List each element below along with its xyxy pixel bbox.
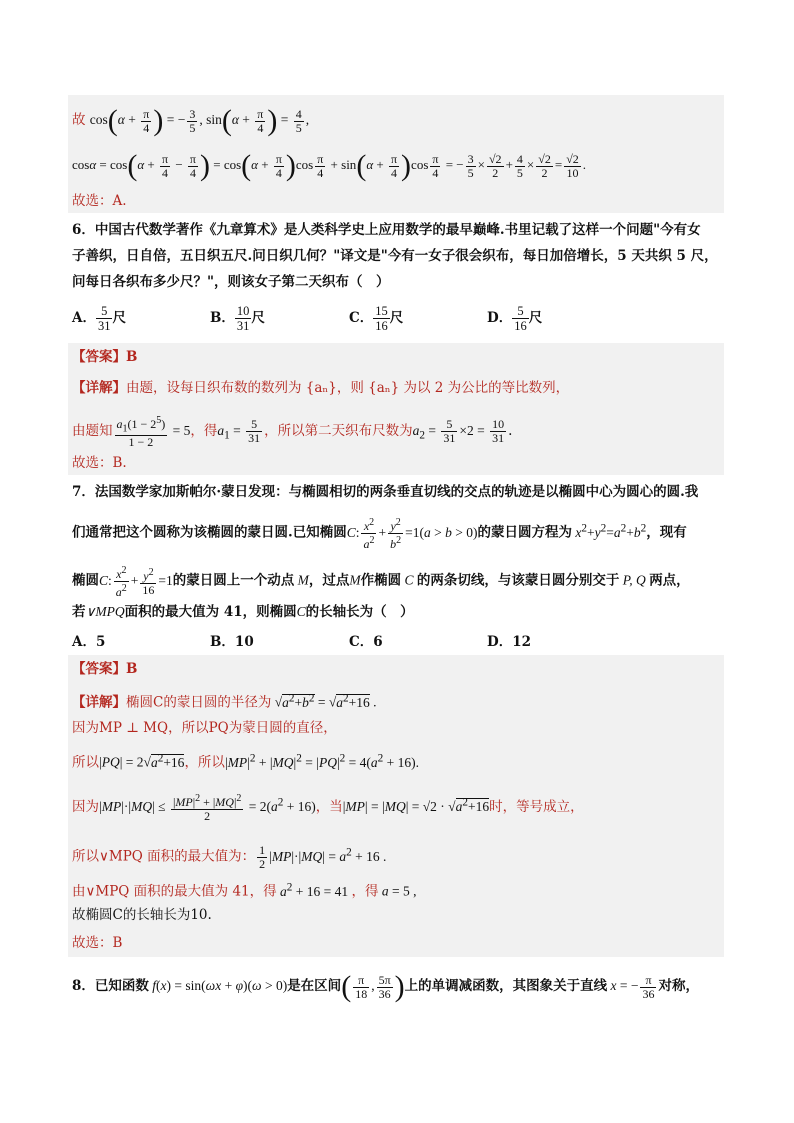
q6-line3: 问每日各织布多少尺？"，则该女子第二天织布（ ） (72, 274, 390, 290)
solution5-expr2: cosα = cos(α + $\frac{\pi}{4}$ − $\frac{\pi}{4}$ ) = cos(α + $\frac{\pi}{4}$ )cos $\frac{\pi}{4}$ + sin(α + $\frac{\pi}{4}$ )cos $\frac{\pi}{4}$ = − $\frac{3}{5}$ × $\frac{√2}{2}$ + $\frac{4}{5}$ × $\frac{√2}{2}$ = $\frac{√2}{10}$ . (72, 149, 587, 182)
q7-text3-mid: 的蒙日圆上一个动点 (172, 572, 295, 589)
q7-text1: 法国数学家加斯帕尔·蒙日发现：与椭圆相切的两条垂直切线的交点的轨迹是以椭圆中心为圆心的圆.我 (94, 484, 699, 500)
q8-text-mid: 是在区间 (287, 978, 342, 995)
q7-text4-prefix: 若 (72, 604, 86, 620)
q6-detail2-mid: ，得 (190, 423, 218, 440)
q7-line4: 若∨MPQ面积的最大值为 41，则椭圆C的长轴长为（ ） (72, 604, 414, 620)
option-letter: C． (349, 310, 374, 326)
q6-answer: 【答案】B (72, 349, 138, 365)
q6-answer-block (68, 343, 724, 475)
option-letter: A． (72, 310, 96, 326)
q6-detail1 (72, 378, 569, 398)
q6-option-b[interactable] (210, 304, 265, 333)
q6-line2: 子善织，日自倍，五日织五尺.问日织几何？"译文是"今有一女子很会织布，每日加倍增长，5 天共织 5 尺， (72, 248, 718, 264)
q6-detail2-prefix: 由题知 (72, 423, 113, 440)
detail-label: 【详解】 (72, 380, 126, 396)
option-letter: D． (487, 310, 513, 326)
q7-detail5: 所以∨MPQ 面积的最大值为： $\frac{1}{2}$ $|MP|\cdot|MQ| = a^2 + 16$ . (72, 842, 387, 871)
q6-sum-formula: $\frac{a_1(1 - 2^5)}{1 - 2}$ (116, 415, 166, 450)
q7-option-d[interactable]: D．12 (487, 634, 532, 650)
q7-text4-suffix: 的长轴长为（ ） (305, 604, 414, 620)
q8-text-suffix: 对称， (658, 978, 699, 995)
q7-text3-end: 两点， (649, 572, 690, 589)
q6-detail1-text: 由题，设每日织布数的数列为 {aₙ}，则 {aₙ} 为以 2 为公比的等比数列， (126, 380, 570, 396)
option-unit: 尺 (389, 310, 404, 326)
q6-number: 6． (72, 222, 95, 238)
q7-text4-mid: 面积的最大值为 41，则椭圆 (124, 604, 297, 620)
q7-text2-prefix: 们通常把这个圆称为该椭圆的蒙日圆.已知椭圆 (72, 524, 347, 541)
q7-answer: 【答案】B (72, 661, 138, 677)
detail-label: 【详解】 (72, 694, 126, 711)
q7-detail1: 【详解】椭圆C的蒙日圆的半径为 $√a^2+b^2 = √a^2+16$ . (72, 692, 377, 711)
solution5-expr1: cos(α + $\frac{\pi}{4}$ ) = − $\frac{3}{5}$ , sin(α + $\frac{\pi}{4}$ ) = $\frac{4}{5}$ , (89, 104, 310, 137)
q7-option-a[interactable]: A．5 (72, 634, 106, 650)
q7-d4-a: 因为 (72, 799, 99, 815)
q7-text3-mid3: 作椭圆 (360, 572, 402, 589)
q6-line1 (72, 220, 701, 240)
q7-line1 (72, 482, 698, 502)
q7-d6-b: ，得 (351, 883, 379, 900)
q7-d1-text: 椭圆C的蒙日圆的半径为 (126, 694, 272, 711)
option-fraction: $\frac{5}{31}$ (97, 304, 111, 333)
solution5-prefix: 故 (72, 112, 86, 129)
q7-d5-a: 所以∨MPQ 面积的最大值为： (72, 848, 256, 865)
option-letter: B． (210, 310, 235, 326)
q8-number: 8． (72, 978, 95, 995)
q7-d4-b: ，当 (315, 799, 343, 815)
q8-text-mid2: 上的单调减函数，其图象关于直线 (404, 978, 608, 995)
q8-text-prefix: 已知函数 (94, 978, 149, 995)
q6-option-d[interactable] (487, 304, 542, 333)
q7-d6-a: 由∨MPQ 面积的最大值为 41，得 (72, 883, 277, 900)
q7-text2-mid: 的蒙日圆方程为 (477, 524, 572, 541)
q8-line1: 8．已知函数 f(x) = sin(ωx + φ)(ω > 0)是在区间( $\frac{\pi}{18}$ , $\frac{5\pi}{36}$ )上的单调减函数，其图象关于直线 x = − $\frac{\pi}{36}$ 对称， (72, 970, 699, 1003)
q7-detail7: 故椭圆C的长轴长为10. (72, 907, 212, 923)
q7-line2: 们通常把这个圆称为该椭圆的蒙日圆.已知椭圆C: $\frac{x^2}{a^2}$ + $\frac{y^2}{b^2}$ =1(a > b > 0)的蒙日圆方程为 $x^2+y^2=a^2+b^2$，现有 (72, 517, 687, 551)
q7-number: 7． (72, 484, 95, 500)
q7-detail6: 由∨MPQ 面积的最大值为 41，得 $a^2 + 16 = 41$ ，得 a = 5 , (72, 881, 417, 900)
q7-d4-c: 时，等号成立， (489, 799, 584, 815)
q7-detail4: 因为|MP|·|MQ| ≤ $\frac{|MP|^2 + |MQ|^2}{2}$ = $2(a^2 + 16)$，当$|MP| = |MQ| = √2 \cdot √a^2+16$时，等号成立， (72, 793, 584, 823)
q7-choice: 故选：B (72, 935, 123, 951)
q7-text2-suffix: ，现有 (646, 524, 687, 541)
q6-option-c[interactable] (349, 304, 403, 333)
q6-choice: 故选：B. (72, 455, 127, 471)
q7-detail2: 因为MP ⊥ MQ，所以PQ为蒙日圆的直径， (72, 720, 337, 736)
solution5-choice: 故选：A. (72, 193, 127, 209)
q7-d3-b: ，所以 (184, 754, 225, 771)
q7-option-c[interactable]: C．6 (349, 634, 383, 650)
q6-text1: 中国古代数学著作《九章算术》是人类科学史上应用数学的最早巅峰.书里记载了这样一个问题"今有女 (94, 222, 701, 238)
option-fraction: $\frac{5}{16}$ (514, 304, 527, 333)
q7-d3-a: 所以 (72, 754, 99, 771)
q7-text3-suffix: 的两条切线，与该蒙日圆分别交于 (416, 572, 620, 589)
option-unit: 尺 (251, 310, 265, 326)
option-fraction: $\frac{15}{16}$ (375, 304, 388, 333)
option-unit: 尺 (112, 310, 126, 326)
option-fraction: $\frac{10}{31}$ (236, 304, 250, 333)
solution5-line1 (72, 106, 309, 136)
q6-option-a[interactable] (72, 304, 126, 333)
solution5-line2 (72, 151, 586, 181)
q7-option-b[interactable]: B．10 (210, 634, 254, 650)
q7-detail3: 所以$|PQ| = 2√a^2+16$，所以$|MP|^2 + |MQ|^2 = |PQ|^2 = 4(a^2 + 16)$. (72, 752, 419, 771)
q7-text3-mid2: ，过点 (308, 572, 350, 589)
option-unit: 尺 (528, 310, 543, 326)
q6-detail2: 由题知 $\frac{a_1(1 - 2^5)}{1 - 2}$ = 5，得$a_1$ = $\frac{5}{31}$ ，所以第二天织布尺数为$a_2$ = $\frac{5}{31}$ ×2 = $\frac{10}{31}$ . (72, 415, 513, 450)
q7-text3-prefix: 椭圆 (72, 572, 99, 589)
q7-line3: 椭圆C: $\frac{x^2}{a^2}$ + $\frac{y^2}{16}$ =1的蒙日圆上一个动点 M，过点M作椭圆 C 的两条切线，与该蒙日圆分别交于 P, Q 两点， (72, 565, 690, 599)
q6-detail2-mid2: ，所以第二天织布尺数为 (264, 423, 413, 440)
